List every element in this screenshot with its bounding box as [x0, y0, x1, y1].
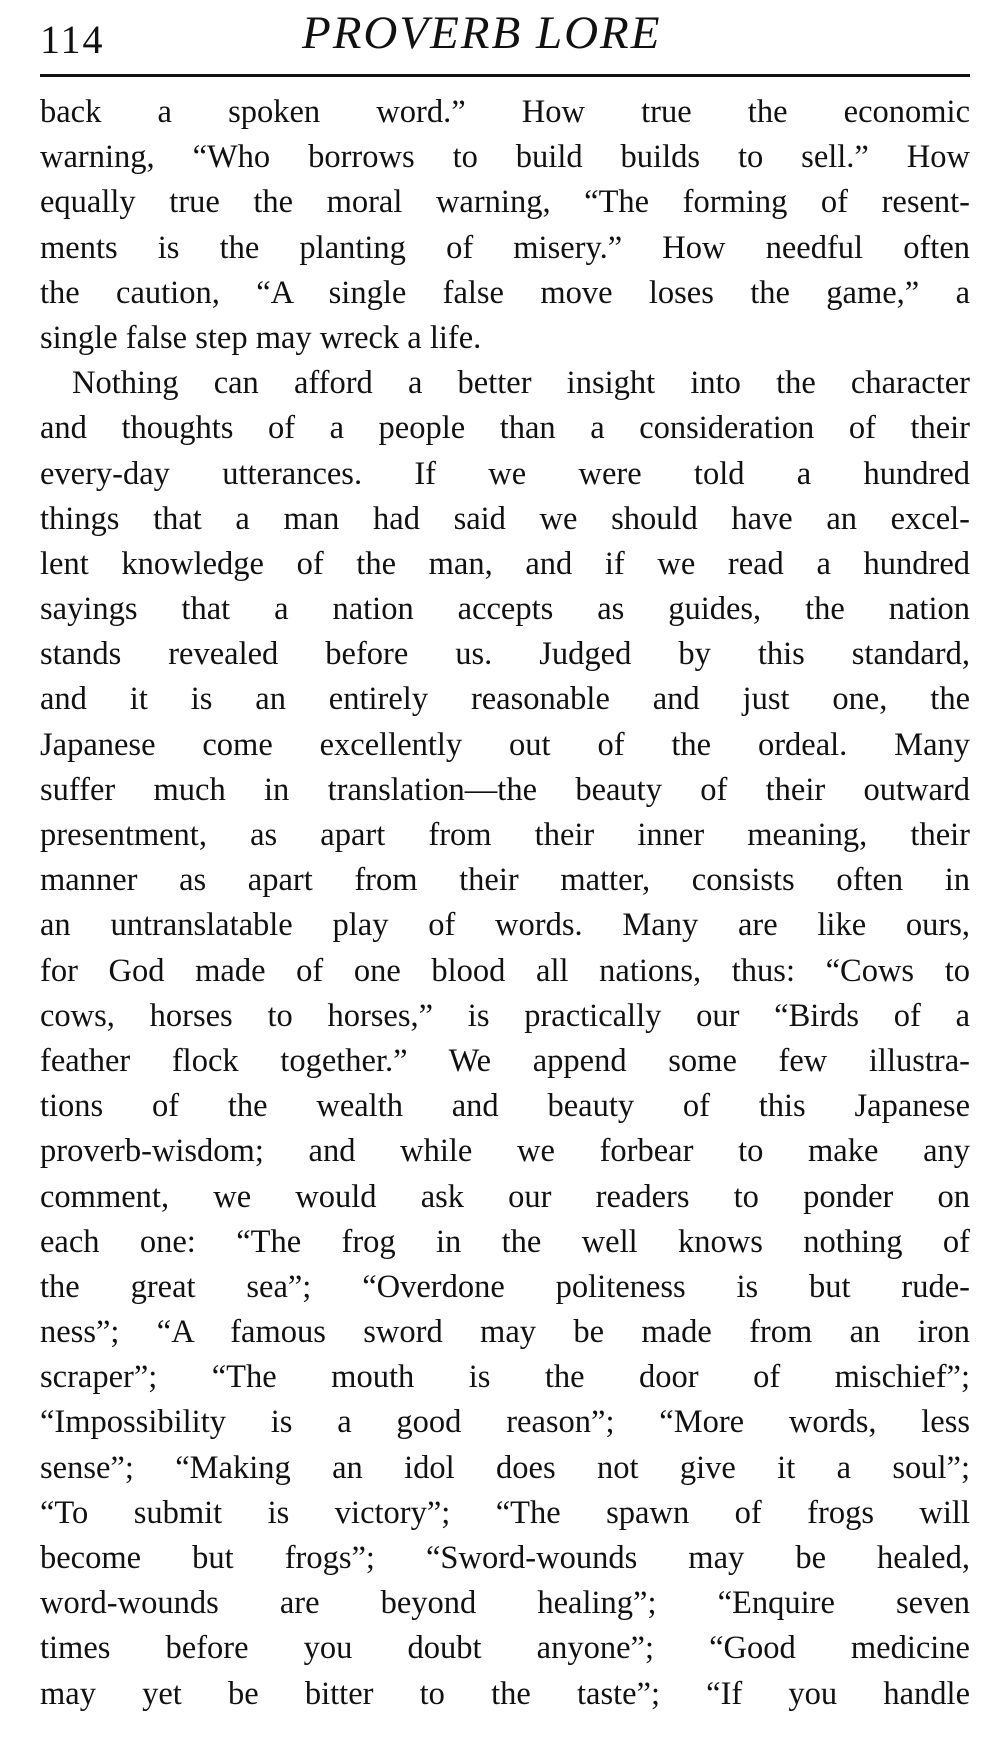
text-line: and thoughts of a people than a consideration of their — [40, 410, 970, 447]
text-line: the caution, “A single false move loses the game,” a — [40, 274, 970, 311]
text-line: become but frogs”; “Sword-wounds may be healed, — [40, 1540, 970, 1576]
page-number: 114 — [40, 17, 105, 62]
text-line: for God made of one blood all nations, thus: “Cows to — [40, 952, 970, 989]
text-line: every-day utterances. If we were told a hundred — [40, 455, 970, 492]
text-line: tions of the wealth and beauty of this Japanese — [40, 1088, 970, 1125]
text-line: cows, horses to horses,” is practically our “Birds of a — [40, 997, 970, 1034]
text-line: “Impossibility is a good reason”; “More words, less — [40, 1404, 970, 1441]
paragraph-start-line: Nothing can afford a better insight into the character — [72, 365, 970, 402]
text-line: ments is the planting of misery.” How needful often — [40, 229, 970, 266]
text-line: comment, we would ask our readers to ponder on — [40, 1178, 970, 1215]
page-header — [40, 2, 970, 74]
text-line: manner as apart from their matter, consists often in — [40, 862, 970, 899]
text-line: the great sea”; “Overdone politeness is but rude- — [40, 1268, 970, 1305]
text-line: each one: “The frog in the well knows nothing of — [40, 1223, 970, 1260]
text-line: scraper”; “The mouth is the door of mischief”; — [40, 1359, 970, 1396]
running-title: PROVERB LORE — [302, 7, 662, 59]
text-line: things that a man had said we should have an excel- — [40, 500, 970, 537]
body-text — [40, 90, 970, 1717]
text-line: and it is an entirely reasonable and just one, the — [40, 681, 970, 718]
header-rule — [40, 74, 970, 77]
text-line: suffer much in translation—the beauty of their outward — [40, 771, 970, 808]
text-line: times before you doubt anyone”; “Good medicine — [40, 1630, 970, 1667]
text-line: “To submit is victory”; “The spawn of frogs will — [40, 1494, 970, 1531]
text-line: lent knowledge of the man, and if we read a hundred — [40, 545, 970, 582]
text-line: sayings that a nation accepts as guides, the nation — [40, 591, 970, 628]
text-line: equally true the moral warning, “The forming of resent- — [40, 184, 970, 221]
text-line: single false step may wreck a life. — [40, 319, 482, 356]
text-line: word-wounds are beyond healing”; “Enquire seven — [40, 1585, 970, 1622]
text-line: warning, “Who borrows to build builds to sell.” How — [40, 139, 970, 176]
text-line: back a spoken word.” How true the economic — [40, 94, 970, 130]
text-line: sense”; “Making an idol does not give it a soul”; — [40, 1449, 970, 1486]
text-line: Japanese come excellently out of the ordeal. Many — [40, 726, 970, 763]
text-line: presentment, as apart from their inner meaning, their — [40, 817, 970, 853]
text-line: feather flock together.” We append some few illustra- — [40, 1042, 970, 1079]
text-line: ness”; “A famous sword may be made from an iron — [40, 1314, 970, 1351]
text-line: an untranslatable play of words. Many are like ours, — [40, 907, 970, 944]
text-line: may yet be bitter to the taste”; “If you handle — [40, 1675, 970, 1712]
text-line: proverb-wisdom; and while we forbear to make any — [40, 1133, 970, 1170]
text-line: stands revealed before us. Judged by this standard, — [40, 636, 970, 673]
